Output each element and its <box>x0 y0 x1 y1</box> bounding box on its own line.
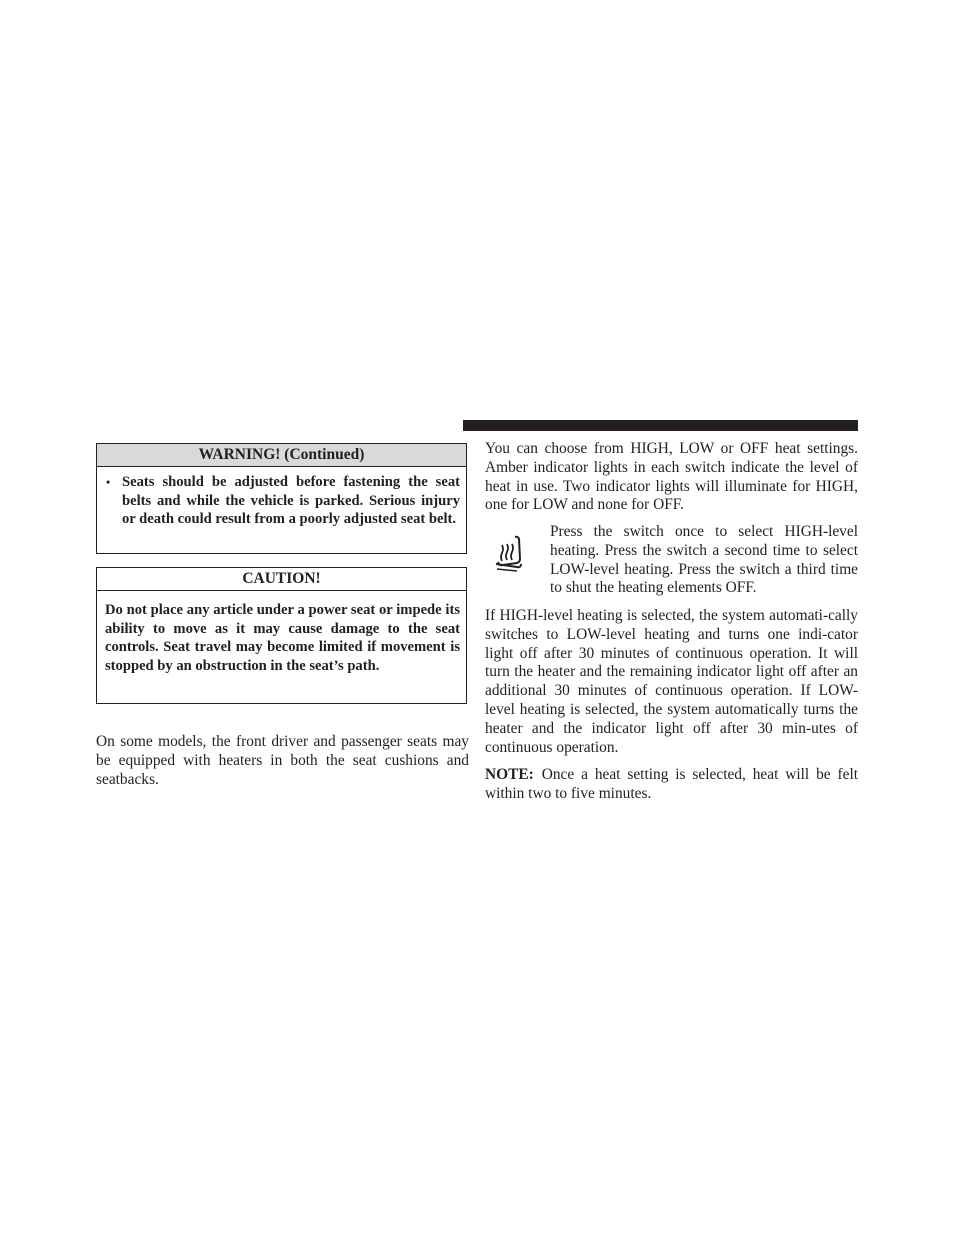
section-header-bar <box>463 420 858 431</box>
heated-seats-intro: On some models, the front driver and passenger seats may be equipped with heaters in both the seat cushions and seatbacks. <box>96 733 469 788</box>
heat-settings-paragraph: You can choose from HIGH, LOW or OFF heat settings. Amber indicator lights in each switch indicate the level of heat in use. Two indicator lights will illuminate for HIGH, one for LOW and none for OFF. <box>485 440 858 514</box>
heated-seat-icon <box>493 533 531 573</box>
caution-text: Do not place any article under a power seat or impede its ability to move as it may cause damage to the seat controls. Seat travel may become limited if movement is stopped by an obstruction in the seat’s path. <box>105 602 460 674</box>
note-paragraph <box>485 766 858 804</box>
auto-switch-paragraph: If HIGH-level heating is selected, the system automati-cally switches to LOW-level heating and turns one indi-cator light off after 30 minutes of continuous operation. It will turn the heater and the remaining indicator light off after an additional 30 minutes of continuous operation. If LOW-level heating is selected, the system automatically turns the heater and the indicator light off after 30 min-utes of continuous operation. <box>485 607 858 756</box>
caution-title: CAUTION! <box>97 568 466 591</box>
caution-box <box>96 567 467 704</box>
note-text: Once a heat setting is selected, heat will be felt within two to five minutes. <box>485 766 858 802</box>
warning-text: Seats should be adjusted before fastening the seat belts and while the vehicle is parked. Serious injury or death could result from a poorly adjusted seat belt. <box>122 474 460 528</box>
warning-box <box>96 443 467 554</box>
bullet-icon: • <box>106 475 111 489</box>
switch-instructions: Press the switch once to select HIGH-level heating. Press the switch a second time to select LOW-level heating. Press the switch a third time to shut the heating elements OFF. <box>550 523 858 597</box>
warning-title: WARNING! (Continued) <box>97 444 466 467</box>
note-label: NOTE: <box>485 766 534 783</box>
warning-bullet-item <box>97 467 466 529</box>
